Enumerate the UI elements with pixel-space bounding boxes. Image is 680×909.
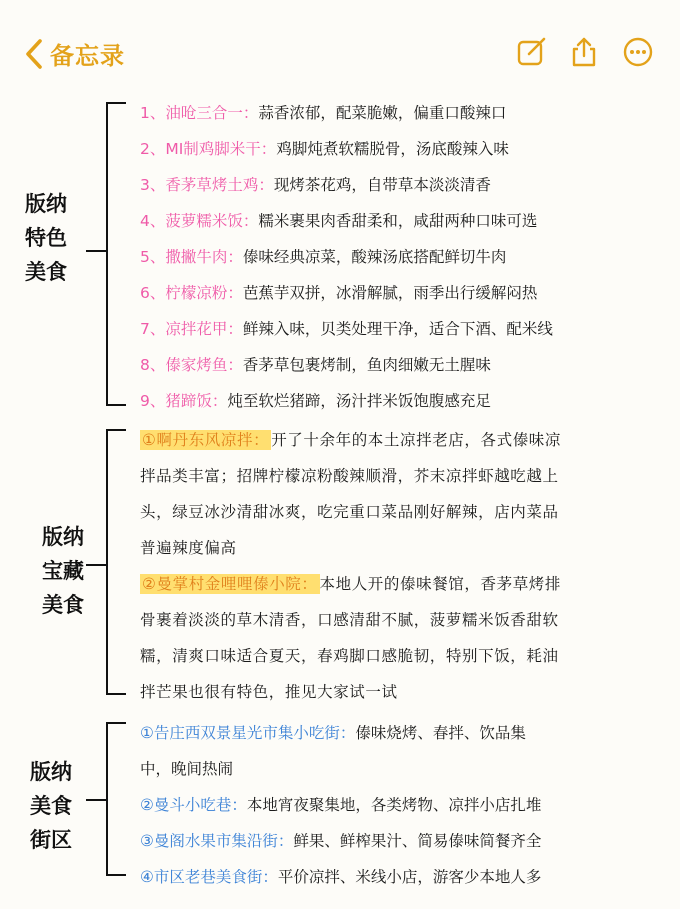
list-item: ①告庄西双景星光市集小吃街：傣味烧烤、春拌、饮品集 [140,724,526,742]
compose-icon [516,36,548,68]
top-bar [0,0,680,100]
streets-list [140,715,665,895]
bracket-mid [86,564,106,566]
bracket-mid [86,250,106,252]
share-icon [568,36,600,68]
bracket [106,722,126,876]
list-item: 8、傣家烤鱼：香茅草包裹烤制，鱼肉细嫩无土腥味 [140,356,491,374]
list-item: 6、柠檬凉粉：芭蕉芋双拼，冰滑解腻，雨季出行缓解闷热 [140,284,538,302]
back-label: 备忘录 [50,42,125,70]
specialty-list [140,95,665,419]
list-item: 1、油呛三合一：蒜香浓郁，配菜脆嫩，偏重口酸辣口 [140,104,507,122]
back-button[interactable] [24,36,125,71]
list-item: 9、猪蹄饭：炖至软烂猪蹄，汤汁拌米饭饱腹感充足 [140,392,491,410]
list-item: ②曼掌村金哩哩傣小院： 本地人开的傣味餐馆，香茅草烤排 骨裹着淡淡的草木清香，口感清甜不腻，菠萝糯米饭香甜软 糯，清爽口味适合夏天，春鸡脚口感脆韧，特别下饭，耗油 拌芒果也很有特色，推见大家试一试 [140,575,562,701]
list-item: 4、菠萝糯米饭：糯米裹果肉香甜柔和，咸甜两种口味可选 [140,212,538,230]
more-button[interactable] [622,36,654,68]
list-item: ①啊丹东风凉拌： 开了十余年的本土凉拌老店，各式傣味凉 拌品类丰富；招牌柠檬凉粉酸辣顺滑，芥末凉拌虾越吃越上 头，绿豆冰沙清甜冰爽，吃完重口菜品刚好解辣，店内菜品 普遍辣度偏高 [140,431,562,557]
chevron-left-icon [24,38,44,70]
list-item-continued: 中，晚间热闹 [140,760,234,778]
bracket [106,429,126,695]
section-title: 版纳 宝藏 美食 [42,525,84,617]
bracket-mid [86,799,106,801]
list-item: ②曼斗小吃巷：本地宵夜聚集地，各类烤物、凉拌小店扎堆 [140,796,542,814]
list-item: ③曼阁水果市集沿街：鲜果、鲜榨果汁、简易傣味简餐齐全 [140,832,542,850]
share-button[interactable] [568,36,600,68]
list-item: 5、撒撇牛肉：傣味经典凉菜，酸辣汤底搭配鲜切牛肉 [140,248,507,266]
more-icon [622,36,654,68]
treasure-list [140,422,665,710]
list-item: 2、MI制鸡脚米干：鸡脚炖煮软糯脱骨，汤底酸辣入味 [140,140,509,158]
list-item: 3、香茅草烤土鸡：现烤茶花鸡，自带草本淡淡清香 [140,176,491,194]
section-title: 版纳 特色 美食 [25,192,67,284]
bracket [106,102,126,406]
list-item: 7、凉拌花甲：鲜辣入味，贝类处理干净，适合下酒、配米线 [140,320,553,338]
compose-button[interactable] [516,36,548,68]
section-title: 版纳 美食 街区 [30,760,72,852]
list-item: ④市区老巷美食街：平价凉拌、米线小店，游客少本地人多 [140,868,542,886]
